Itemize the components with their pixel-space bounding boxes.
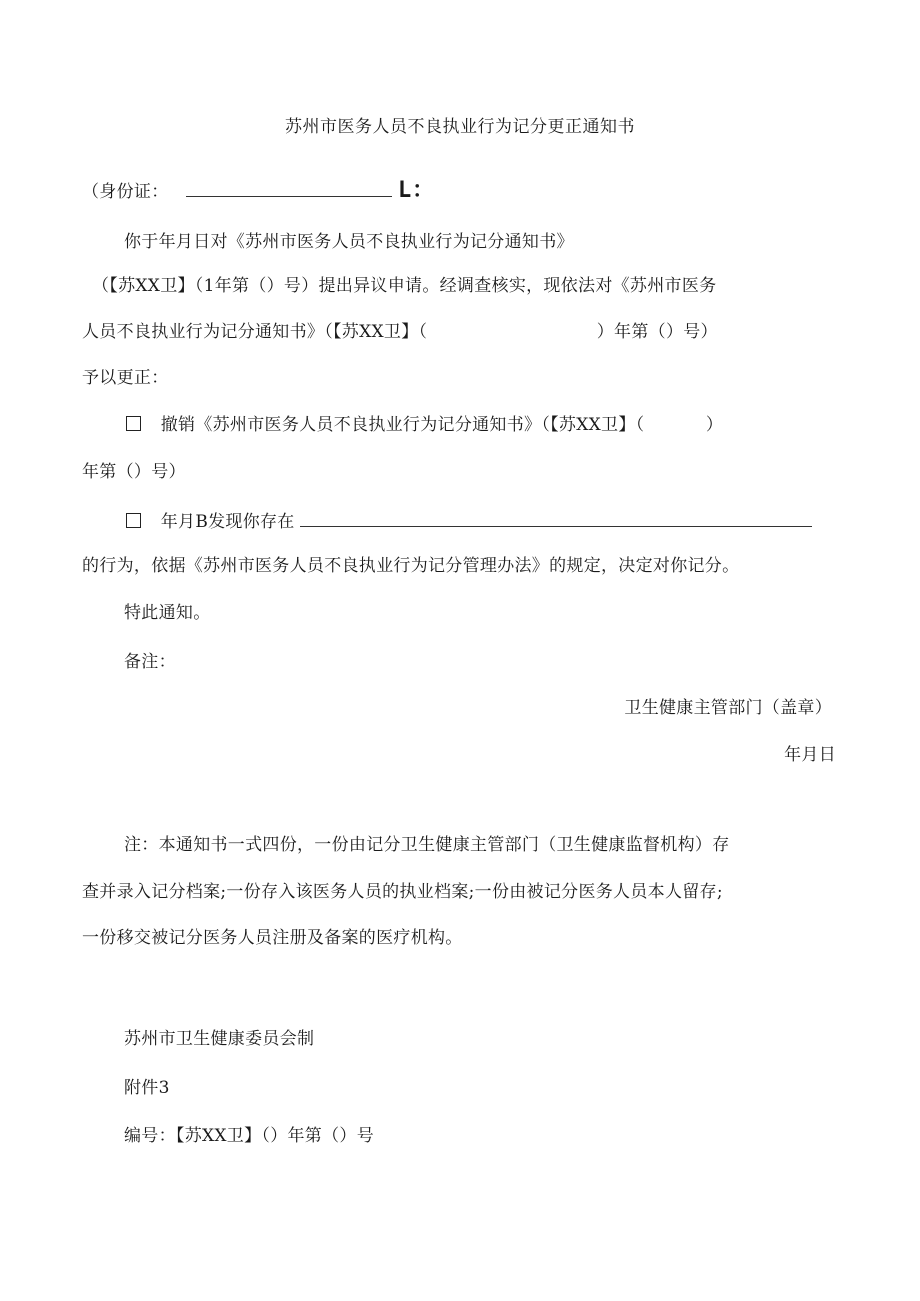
found-behavior-checkbox[interactable] — [126, 513, 141, 528]
option2-line2: 的行为，依据《苏州市医务人员不良执业行为记分管理办法》的规定，决定对你记分。 — [82, 556, 740, 576]
option1-close: ） — [705, 415, 724, 435]
serial-number: 编号：【苏XX卫】（）年第（）号 — [124, 1126, 375, 1146]
id-number-blank[interactable] — [186, 178, 392, 197]
maker-line: 苏州市卫生健康委员会制 — [124, 1029, 315, 1049]
option2-line1 — [126, 508, 812, 534]
notice-text: 特此通知。 — [124, 603, 211, 623]
para1-line3-end: ）年第（）号） — [596, 322, 718, 342]
issue-date: 年月日 — [784, 745, 836, 765]
option1-text: 撤销《苏州市医务人员不良执业行为记分通知书》（【苏XX卫】（ — [160, 415, 645, 435]
document-title: 苏州市医务人员不良执业行为记分更正通知书 — [285, 117, 635, 137]
id-label: （身份证： — [82, 182, 169, 202]
para1-line4: 予以更正： — [82, 368, 169, 388]
para1-line3-start: 人员不良执业行为记分通知书》（【苏XX卫】（ — [82, 322, 428, 342]
note-line2: 查并录入记分档案;一份存入该医务人员的执业档案;一份由被记分医务人员本人留存; — [82, 882, 723, 902]
para1-line2: （【苏XX卫】（1年第（）号）提出异议申请。经调查核实，现依法对《苏州市医务 — [92, 276, 717, 296]
option1-line2: 年第（）号） — [82, 462, 186, 482]
attachment-label: 附件3 — [124, 1078, 170, 1098]
revoke-checkbox[interactable] — [126, 416, 141, 431]
para1-line3 — [82, 320, 718, 344]
option2-text: 年月B发现你存在 — [160, 512, 295, 532]
behavior-blank[interactable] — [300, 508, 812, 527]
para1-line1: 你于年月日对《苏州市医务人员不良执业行为记分通知书》 — [124, 232, 574, 252]
id-line — [82, 178, 435, 204]
note-line3: 一份移交被记分医务人员注册及备案的医疗机构。 — [82, 928, 463, 948]
remark-label: 备注： — [124, 652, 176, 672]
issuer-seal: 卫生健康主管部门（盖章） — [624, 698, 832, 718]
note-line1: 注：本通知书一式四份，一份由记分卫生健康主管部门（卫生健康监督机构）存 — [124, 835, 730, 855]
id-suffix: L： — [397, 178, 436, 203]
option1-line1 — [126, 413, 723, 437]
